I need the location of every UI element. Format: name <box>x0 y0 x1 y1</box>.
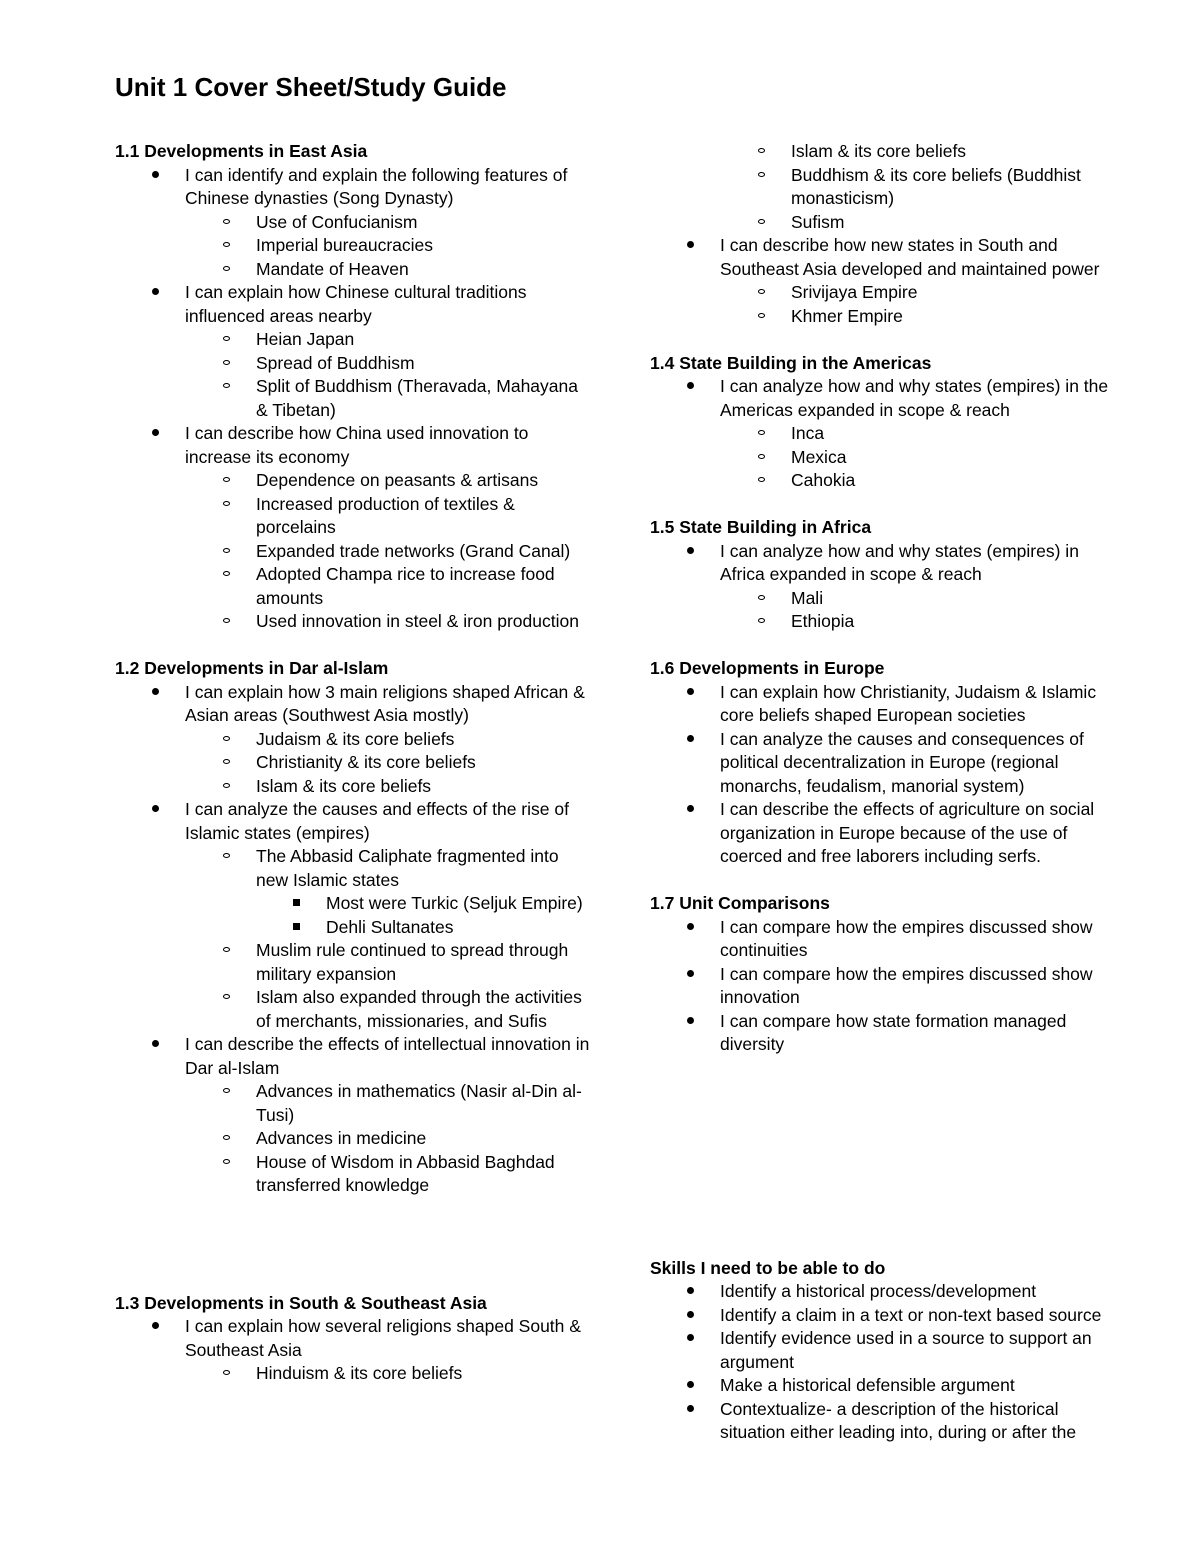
section-heading: 1.2 Developments in Dar al-Islam <box>115 658 389 678</box>
filled-bullet-icon <box>680 1327 700 1351</box>
hollow-bullet-icon <box>751 281 771 305</box>
detail-item: Dependence on peasants & artisans <box>115 469 590 493</box>
filled-bullet-icon <box>680 681 700 705</box>
objective-list <box>650 681 1120 869</box>
section-1-2 <box>115 657 590 1198</box>
detail-item: Mali <box>650 587 1120 611</box>
sub-detail-item: Most were Turkic (Seljuk Empire) <box>115 892 590 916</box>
filled-bullet-icon <box>145 681 165 705</box>
filled-bullet-icon <box>680 540 700 564</box>
section-heading: 1.6 Developments in Europe <box>650 658 885 678</box>
hollow-bullet-icon <box>216 775 236 799</box>
section-1-3-continued <box>650 140 1120 328</box>
objective-item: I can analyze the causes and effects of the rise of Islamic states (empires) <box>115 798 590 845</box>
detail-item: Inca <box>650 422 1120 446</box>
hollow-bullet-icon <box>216 1080 236 1104</box>
detail-item: Mandate of Heaven <box>115 258 590 282</box>
filled-bullet-icon <box>145 798 165 822</box>
detail-item: Increased production of textiles & porcelains <box>115 493 590 540</box>
hollow-bullet-icon <box>216 563 236 587</box>
objective-item: I can identify and explain the following features of Chinese dynasties (Song Dynasty) <box>115 164 590 211</box>
detail-item: Islam & its core beliefs <box>115 775 590 799</box>
detail-item: Mexica <box>650 446 1120 470</box>
hollow-bullet-icon <box>216 610 236 634</box>
objective-item: I can explain how Christianity, Judaism & Islamic core beliefs shaped European societies <box>650 681 1120 728</box>
objective-item: I can explain how several religions shaped South & Southeast Asia <box>115 1315 590 1362</box>
detail-item: Use of Confucianism <box>115 211 590 235</box>
hollow-bullet-icon <box>751 211 771 235</box>
section-1-5 <box>650 516 1120 634</box>
detail-item: Adopted Champa rice to increase food amounts <box>115 563 590 610</box>
detail-item: Cahokia <box>650 469 1120 493</box>
objective-item: I can analyze the causes and consequences of political decentralization in Europe (regional monarchs, feudalism, manorial system) <box>650 728 1120 799</box>
detail-item: Srivijaya Empire <box>650 281 1120 305</box>
objective-item: I can explain how Chinese cultural traditions influenced areas nearby <box>115 281 590 328</box>
detail-item: Muslim rule continued to spread through military expansion <box>115 939 590 986</box>
skill-item: Identify a historical process/development <box>650 1280 1120 1304</box>
section-skills <box>650 1257 1120 1445</box>
filled-bullet-icon <box>680 375 700 399</box>
hollow-bullet-icon <box>216 939 236 963</box>
filled-bullet-icon <box>680 234 700 258</box>
hollow-bullet-icon <box>216 469 236 493</box>
section-heading: Skills I need to be able to do <box>650 1257 886 1278</box>
section-1-3 <box>115 1292 590 1386</box>
left-column <box>115 140 590 1386</box>
hollow-bullet-icon <box>216 728 236 752</box>
detail-item: Split of Buddhism (Theravada, Mahayana & Tibetan) <box>115 375 590 422</box>
hollow-bullet-icon <box>216 258 236 282</box>
section-1-1 <box>115 140 590 634</box>
sub-detail-item: Dehli Sultanates <box>115 916 590 940</box>
detail-item: Islam & its core beliefs <box>650 140 1120 164</box>
filled-bullet-icon <box>145 422 165 446</box>
skill-item: Make a historical defensible argument <box>650 1374 1120 1398</box>
hollow-bullet-icon <box>216 1127 236 1151</box>
hollow-bullet-icon <box>216 234 236 258</box>
detail-item: Imperial bureaucracies <box>115 234 590 258</box>
filled-bullet-icon <box>145 281 165 305</box>
detail-item: Islam also expanded through the activities of merchants, missionaries, and Sufis <box>115 986 590 1033</box>
objective-item: I can analyze how and why states (empires) in Africa expanded in scope & reach <box>650 540 1120 587</box>
objective-list <box>650 916 1120 1057</box>
objective-item: I can compare how the empires discussed show innovation <box>650 963 1120 1010</box>
objective-list <box>115 1315 590 1386</box>
hollow-bullet-icon <box>216 986 236 1010</box>
filled-bullet-icon <box>145 164 165 188</box>
square-bullet-icon <box>286 916 306 940</box>
hollow-bullet-icon <box>216 751 236 775</box>
filled-bullet-icon <box>680 1280 700 1304</box>
hollow-bullet-icon <box>216 540 236 564</box>
detail-item: Ethiopia <box>650 610 1120 634</box>
objective-item: I can describe the effects of intellectual innovation in Dar al-Islam <box>115 1033 590 1080</box>
objective-list <box>650 140 1120 328</box>
objective-item: I can describe the effects of agriculture on social organization in Europe because of the use of coerced and free laborers including serfs. <box>650 798 1120 869</box>
detail-item: The Abbasid Caliphate fragmented into new Islamic states <box>115 845 590 892</box>
section-heading: 1.5 State Building in Africa <box>650 517 872 537</box>
section-1-6 <box>650 657 1120 869</box>
hollow-bullet-icon <box>216 1151 236 1175</box>
filled-bullet-icon <box>680 1398 700 1422</box>
objective-item: I can compare how the empires discussed show continuities <box>650 916 1120 963</box>
filled-bullet-icon <box>680 916 700 940</box>
skill-item: Identify a claim in a text or non-text based source <box>650 1304 1120 1328</box>
filled-bullet-icon <box>145 1315 165 1339</box>
section-1-7 <box>650 892 1120 1057</box>
section-heading: 1.7 Unit Comparisons <box>650 893 830 913</box>
hollow-bullet-icon <box>751 446 771 470</box>
filled-bullet-icon <box>680 798 700 822</box>
objective-item: I can explain how 3 main religions shaped African & Asian areas (Southwest Asia mostly) <box>115 681 590 728</box>
objective-item: I can analyze how and why states (empires) in the Americas expanded in scope & reach <box>650 375 1120 422</box>
hollow-bullet-icon <box>216 211 236 235</box>
detail-item: House of Wisdom in Abbasid Baghdad transferred knowledge <box>115 1151 590 1198</box>
objective-list <box>650 375 1120 493</box>
section-heading: 1.3 Developments in South & Southeast Asia <box>115 1292 487 1313</box>
square-bullet-icon <box>286 892 306 916</box>
hollow-bullet-icon <box>216 375 236 399</box>
hollow-bullet-icon <box>751 140 771 164</box>
skill-item: Identify evidence used in a source to support an argument <box>650 1327 1120 1374</box>
filled-bullet-icon <box>680 1304 700 1328</box>
filled-bullet-icon <box>680 1374 700 1398</box>
objective-list <box>115 164 590 634</box>
detail-item: Sufism <box>650 211 1120 235</box>
hollow-bullet-icon <box>751 305 771 329</box>
filled-bullet-icon <box>680 728 700 752</box>
filled-bullet-icon <box>680 963 700 987</box>
objective-list <box>650 540 1120 634</box>
objective-item: I can compare how state formation managed diversity <box>650 1010 1120 1057</box>
detail-item: Hinduism & its core beliefs <box>115 1362 590 1386</box>
hollow-bullet-icon <box>751 422 771 446</box>
skills-list <box>650 1280 1120 1445</box>
hollow-bullet-icon <box>216 845 236 869</box>
hollow-bullet-icon <box>216 328 236 352</box>
detail-item: Expanded trade networks (Grand Canal) <box>115 540 590 564</box>
section-heading: 1.1 Developments in East Asia <box>115 141 368 161</box>
hollow-bullet-icon <box>216 493 236 517</box>
hollow-bullet-icon <box>751 610 771 634</box>
detail-item: Christianity & its core beliefs <box>115 751 590 775</box>
detail-item: Khmer Empire <box>650 305 1120 329</box>
detail-item: Used innovation in steel & iron production <box>115 610 590 634</box>
detail-item: Judaism & its core beliefs <box>115 728 590 752</box>
objective-item: I can describe how new states in South and Southeast Asia developed and maintained power <box>650 234 1120 281</box>
detail-item: Spread of Buddhism <box>115 352 590 376</box>
hollow-bullet-icon <box>216 1362 236 1386</box>
skill-item: Contextualize- a description of the historical situation either leading into, during or after the <box>650 1398 1120 1445</box>
objective-item: I can describe how China used innovation to increase its economy <box>115 422 590 469</box>
section-heading: 1.4 State Building in the Americas <box>650 352 932 373</box>
detail-item: Advances in mathematics (Nasir al-Din al-Tusi) <box>115 1080 590 1127</box>
objective-list <box>115 681 590 1198</box>
detail-item: Advances in medicine <box>115 1127 590 1151</box>
section-1-4 <box>650 352 1120 493</box>
hollow-bullet-icon <box>216 352 236 376</box>
filled-bullet-icon <box>145 1033 165 1057</box>
detail-item: Buddhism & its core beliefs (Buddhist monasticism) <box>650 164 1120 211</box>
hollow-bullet-icon <box>751 164 771 188</box>
document-title: Unit 1 Cover Sheet/Study Guide <box>115 72 507 102</box>
right-column <box>650 140 1120 1445</box>
filled-bullet-icon <box>680 1010 700 1034</box>
hollow-bullet-icon <box>751 587 771 611</box>
detail-item: Heian Japan <box>115 328 590 352</box>
hollow-bullet-icon <box>751 469 771 493</box>
